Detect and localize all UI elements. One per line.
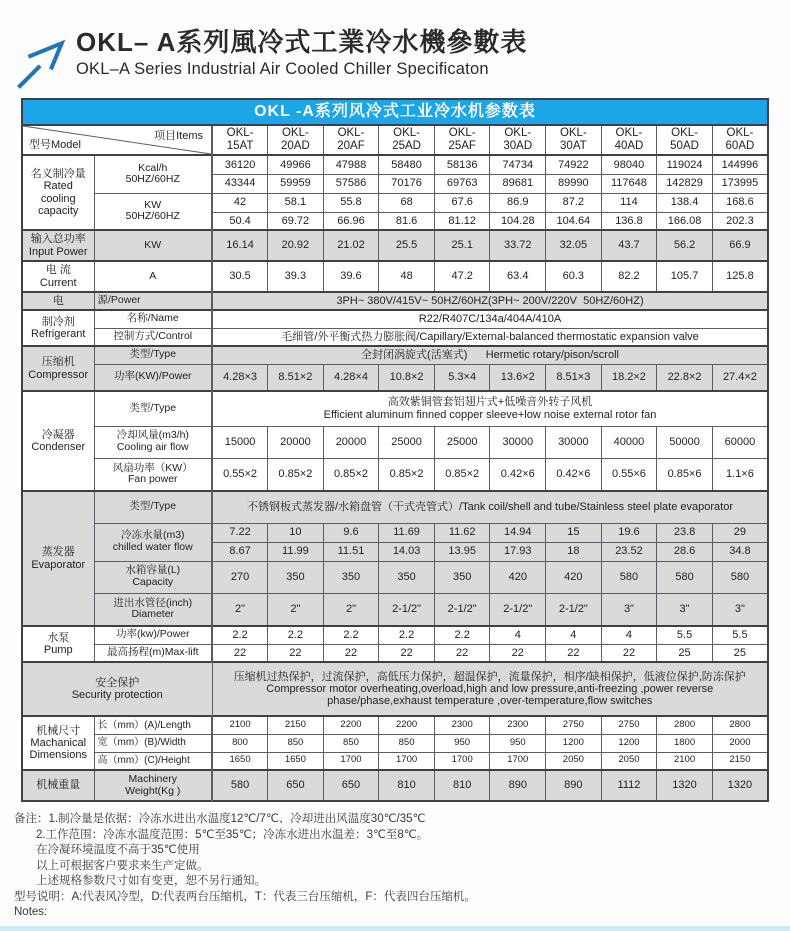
value-cell: 25.1 [434, 230, 490, 261]
value-cell: 11.99 [268, 542, 324, 561]
value-cell: 2.2 [379, 626, 435, 644]
row-label: KW 50HZ/60HZ [94, 193, 212, 230]
value-cell: 10.8×2 [379, 364, 435, 391]
value-cell: 144996 [712, 155, 768, 174]
group-label: 冷凝器 Condenser [22, 391, 94, 491]
value-cell: 2.2 [323, 626, 379, 644]
row-label: 宽（mm）(B)/Width [94, 734, 212, 752]
value-cell: 60000 [712, 426, 768, 458]
value-cell: 650 [268, 770, 324, 801]
bottom-strip [0, 926, 790, 931]
row-label: 类型/Type [94, 391, 212, 426]
note-line: 2.工作范围：冷冻水温度范围：5℃至35℃；冷冻水进出水温差：3℃至8℃。 [36, 828, 429, 841]
note-line: 备注：1.制冷量是依据：冷冻水进出水温度12℃/7℃、冷却进出风温度30℃/35℃ [14, 813, 426, 825]
spec-table [21, 98, 769, 802]
title-block [76, 28, 527, 79]
value-cell: 1700 [490, 752, 546, 770]
model-header: OKL- 60AD [712, 125, 768, 155]
row-label: 功率(KW)/Power [94, 364, 212, 391]
value-cell: 1.1×6 [712, 458, 768, 491]
value-cell: 173995 [712, 174, 768, 193]
value-cell: 2-1/2" [546, 593, 602, 626]
page-title: OKL– A系列風冷式工業冷水機參數表 [76, 27, 528, 57]
page-header [14, 28, 527, 92]
value-cell: 850 [268, 734, 324, 752]
value-cell: 119024 [657, 155, 713, 174]
value-cell: 4 [546, 626, 602, 644]
value-cell: 2050 [601, 752, 657, 770]
value-cell: 81.12 [434, 212, 490, 230]
value-cell: 22 [546, 644, 602, 662]
value-cell: 43.7 [601, 230, 657, 261]
group-label: 电 流 Current [22, 261, 94, 292]
value-cell: 69.72 [268, 212, 324, 230]
value-cell: 70176 [379, 174, 435, 193]
value-cell: 8.67 [212, 542, 268, 561]
value-cell: 1700 [379, 752, 435, 770]
value-cell: 5.5 [712, 626, 768, 644]
value-cell: 89990 [546, 174, 602, 193]
value-cell: 69763 [434, 174, 490, 193]
model-header: OKL- 25AF [434, 125, 490, 155]
value-cell: 2" [323, 593, 379, 626]
value-cell: 3" [601, 593, 657, 626]
value-cell: 60.3 [546, 261, 602, 292]
model-header: OKL- 15AT [212, 125, 268, 155]
value-cell: 2050 [546, 752, 602, 770]
value-cell: 850 [323, 734, 379, 752]
value-cell: 30.5 [212, 261, 268, 292]
group-label: 名义制冷量 Rated cooling capacity [22, 155, 94, 230]
value-cell: 13.95 [434, 542, 490, 561]
value-cell: 125.8 [712, 261, 768, 292]
value-cell: 34.8 [712, 542, 768, 561]
value-cell: 68 [379, 193, 435, 212]
value-cell: 32.05 [546, 230, 602, 261]
value-cell: 0.85×6 [657, 458, 713, 491]
value-cell: 420 [546, 561, 602, 593]
model-header: OKL- 20AF [323, 125, 379, 155]
row-label: 功率(kw)/Power [94, 626, 212, 644]
value-cell: 19.6 [601, 523, 657, 542]
value-cell: 2300 [490, 716, 546, 734]
value-cell: 10 [268, 523, 324, 542]
value-cell: 168.6 [712, 193, 768, 212]
value-cell: 25000 [434, 426, 490, 458]
value-cell: 11.62 [434, 523, 490, 542]
row-label: Kcal/h 50HZ/60HZ [94, 155, 212, 193]
value-cell: 114 [601, 193, 657, 212]
value-cell: 22 [434, 644, 490, 662]
value-cell: 4 [490, 626, 546, 644]
value-cell: 22 [212, 644, 268, 662]
value-cell: 2200 [379, 716, 435, 734]
value-cell: 166.08 [657, 212, 713, 230]
value-cell: 18.2×2 [601, 364, 657, 391]
value-cell: 47.2 [434, 261, 490, 292]
value-cell: 82.2 [601, 261, 657, 292]
value-cell: 1320 [712, 770, 768, 801]
value-cell: 104.64 [546, 212, 602, 230]
value-cell: 2750 [546, 716, 602, 734]
value-cell: 50.4 [212, 212, 268, 230]
value-cell: 0.85×2 [379, 458, 435, 491]
value-cell: 580 [657, 561, 713, 593]
value-cell: 950 [434, 734, 490, 752]
row-label: 进出水管径(inch) Diameter [94, 593, 212, 626]
span-value: 压缩机过热保护，过流保护，高低压力保护，超温保护，流量保护，相序/缺相保护，低液位保护,防冻保护 Compressor motor overheating,overload,high and low pressure,anti-freezing ,power reverse phase/phase,exhaust temperature ,over-temperature,flow switches [212, 662, 768, 716]
value-cell: 57586 [323, 174, 379, 193]
value-cell: 14.03 [379, 542, 435, 561]
value-cell: 1650 [268, 752, 324, 770]
value-cell: 23.8 [657, 523, 713, 542]
value-cell: 2" [268, 593, 324, 626]
row-label: 水箱容量(L) Capacity [94, 561, 212, 593]
value-cell: 117648 [601, 174, 657, 193]
value-cell: 22 [268, 644, 324, 662]
value-cell: 104.28 [490, 212, 546, 230]
value-cell: 1650 [212, 752, 268, 770]
row-label: 冷却风量(m3/h) Cooling air flow [94, 426, 212, 458]
value-cell: 7.22 [212, 523, 268, 542]
value-cell: 59959 [268, 174, 324, 193]
value-cell: 5.3×4 [434, 364, 490, 391]
value-cell: 23.52 [601, 542, 657, 561]
value-cell: 40000 [601, 426, 657, 458]
spec-table-body [22, 99, 768, 801]
value-cell: 22.8×2 [657, 364, 713, 391]
value-cell: 105.7 [657, 261, 713, 292]
value-cell: 2150 [712, 752, 768, 770]
value-cell: 2-1/2" [490, 593, 546, 626]
value-cell: 21.02 [323, 230, 379, 261]
value-cell: 580 [712, 561, 768, 593]
value-cell: 14.94 [490, 523, 546, 542]
value-cell: 25 [712, 644, 768, 662]
value-cell: 580 [601, 561, 657, 593]
value-cell: 142829 [657, 174, 713, 193]
value-cell: 1320 [657, 770, 713, 801]
value-cell: 650 [323, 770, 379, 801]
value-cell: 350 [268, 561, 324, 593]
span-value: R22/R407C/134a/404A/410A [212, 310, 768, 328]
value-cell: 0.42×6 [546, 458, 602, 491]
model-header: OKL- 25AD [379, 125, 435, 155]
value-cell: 98040 [601, 155, 657, 174]
value-cell: 1200 [546, 734, 602, 752]
value-cell: 81.6 [379, 212, 435, 230]
value-cell: 66.96 [323, 212, 379, 230]
page-subtitle: OKL–A Series Industrial Air Cooled Chiller Specificaton [76, 59, 489, 78]
row-label: 风扇功率（KW） Fan power [94, 458, 212, 491]
model-header: OKL- 20AD [268, 125, 324, 155]
value-cell: 136.8 [601, 212, 657, 230]
value-cell: 2-1/2" [434, 593, 490, 626]
value-cell: 43344 [212, 174, 268, 193]
value-cell: 15 [546, 523, 602, 542]
value-cell: 0.85×2 [268, 458, 324, 491]
value-cell: 1700 [434, 752, 490, 770]
value-cell: 17.93 [490, 542, 546, 561]
value-cell: 1200 [601, 734, 657, 752]
value-cell: 20.92 [268, 230, 324, 261]
value-cell: 0.42×6 [490, 458, 546, 491]
row-label: 类型/Type [94, 346, 212, 364]
value-cell: 4.28×3 [212, 364, 268, 391]
value-cell: 2200 [323, 716, 379, 734]
group-label: 机械重量 [22, 770, 94, 801]
value-cell: 50000 [657, 426, 713, 458]
value-cell: 4 [601, 626, 657, 644]
value-cell: 63.4 [490, 261, 546, 292]
value-cell: 86.9 [490, 193, 546, 212]
value-cell: 2.2 [268, 626, 324, 644]
corner-label-items: 项目Items [154, 130, 203, 142]
value-cell: 0.85×2 [434, 458, 490, 491]
row-label: A [94, 261, 212, 292]
value-cell: 22 [601, 644, 657, 662]
value-cell: 800 [212, 734, 268, 752]
arrow-up-right-icon [14, 36, 68, 92]
value-cell: 67.6 [434, 193, 490, 212]
span-value: 3PH~ 380V/415V~ 50HZ/60HZ(3PH~ 200V/220V 50HZ/60HZ) [212, 292, 768, 310]
value-cell: 0.55×6 [601, 458, 657, 491]
value-cell: 9.6 [323, 523, 379, 542]
value-cell: 8.51×3 [546, 364, 602, 391]
row-label: Machinery Weight(Kg ) [94, 770, 212, 801]
note-line: 型号说明：A:代表风冷型，D:代表两台压缩机，T：代表三台压缩机，F：代表四台压缩机。 [14, 890, 476, 903]
span-value: 不锈钢板式蒸发器/水箱盘管（干式壳管式）/Tank coil/shell and tube/Stainless steel plate evaporator [212, 491, 768, 523]
value-cell: 56.2 [657, 230, 713, 261]
value-cell: 5.5 [657, 626, 713, 644]
value-cell: 29 [712, 523, 768, 542]
row-label: 类型/Type [94, 491, 212, 523]
value-cell: 890 [546, 770, 602, 801]
group-label: 机械尺寸 Machanical Dimensions [22, 716, 94, 770]
note-line: 以上可根据客户要求来生产定做。 [36, 859, 209, 872]
value-cell: 58480 [379, 155, 435, 174]
model-header: OKL- 30AD [490, 125, 546, 155]
value-cell: 2.2 [434, 626, 490, 644]
value-cell: 13.6×2 [490, 364, 546, 391]
value-cell: 580 [212, 770, 268, 801]
value-cell: 22 [323, 644, 379, 662]
value-cell: 58.1 [268, 193, 324, 212]
value-cell: 350 [379, 561, 435, 593]
value-cell: 39.3 [268, 261, 324, 292]
value-cell: 20000 [268, 426, 324, 458]
group-label: 制冷剂 Refrigerant [22, 310, 94, 346]
value-cell: 30000 [546, 426, 602, 458]
row-label: 名称/Name [94, 310, 212, 328]
value-cell: 27.4×2 [712, 364, 768, 391]
value-cell: 25000 [379, 426, 435, 458]
value-cell: 0.85×2 [323, 458, 379, 491]
note-line: 上述规格参数尺寸如有变更，恕不另行通知。 [36, 875, 266, 887]
value-cell: 420 [490, 561, 546, 593]
row-label: 最高扬程(m)Max-lift [94, 644, 212, 662]
value-cell: 810 [379, 770, 435, 801]
corner-label-model: 型号Model [29, 138, 81, 151]
value-cell: 66.9 [712, 230, 768, 261]
value-cell: 1800 [657, 734, 713, 752]
value-cell: 2000 [712, 734, 768, 752]
value-cell: 2750 [601, 716, 657, 734]
value-cell: 270 [212, 561, 268, 593]
group-label: 压缩机 Compressor [22, 346, 94, 391]
value-cell: 28.6 [657, 542, 713, 561]
value-cell: 49966 [268, 155, 324, 174]
value-cell: 36120 [212, 155, 268, 174]
value-cell: 2" [212, 593, 268, 626]
notes [14, 812, 774, 921]
model-header: OKL- 30AT [546, 125, 602, 155]
note-line: Notes: [14, 906, 48, 918]
group-label: 输入总功率 Input Power [22, 230, 94, 261]
value-cell: 25 [657, 644, 713, 662]
span-value: 毛细管/外平衡式热力膨胀阀/Capillary/External-balanced thermostatic expansion valve [212, 328, 768, 346]
value-cell: 11.51 [323, 542, 379, 561]
value-cell: 350 [323, 561, 379, 593]
value-cell: 202.3 [712, 212, 768, 230]
group-label: 电 [22, 292, 94, 310]
group-label: 水泵 Pump [22, 626, 94, 662]
value-cell: 20000 [323, 426, 379, 458]
span-value: 高效紫铜管套铝翅片式+低噪音外转子风机 Efficient aluminum finned copper sleeve+low noise external rotor fan [212, 391, 768, 426]
model-header: OKL- 50AD [657, 125, 713, 155]
value-cell: 58136 [434, 155, 490, 174]
row-label: 高（mm）(C)/Height [94, 752, 212, 770]
value-cell: 2150 [268, 716, 324, 734]
value-cell: 2-1/2" [379, 593, 435, 626]
table-title: OKL -A系列风冷式工业冷水机参数表 [22, 99, 768, 125]
value-cell: 2300 [434, 716, 490, 734]
value-cell: 1700 [323, 752, 379, 770]
value-cell: 350 [434, 561, 490, 593]
value-cell: 2.2 [212, 626, 268, 644]
value-cell: 25.5 [379, 230, 435, 261]
value-cell: 2800 [712, 716, 768, 734]
model-header: OKL- 40AD [601, 125, 657, 155]
value-cell: 2100 [657, 752, 713, 770]
value-cell: 850 [379, 734, 435, 752]
group-label: 安全保护 Security protection [22, 662, 212, 716]
span-value: 全封闭涡旋式(活塞式) Hermetic rotary/pison/scroll [212, 346, 768, 364]
value-cell: 48 [379, 261, 435, 292]
row-label: 长（mm）(A)/Length [94, 716, 212, 734]
value-cell: 87.2 [546, 193, 602, 212]
value-cell: 22 [490, 644, 546, 662]
value-cell: 8.51×2 [268, 364, 324, 391]
value-cell: 3" [657, 593, 713, 626]
value-cell: 810 [434, 770, 490, 801]
row-label: 源/Power [94, 292, 212, 310]
row-label: 冷冻水量(m3) chilled water flow [94, 523, 212, 561]
value-cell: 74922 [546, 155, 602, 174]
note-line: 在冷凝环境温度不高于35℃使用 [36, 844, 200, 856]
value-cell: 16.14 [212, 230, 268, 261]
value-cell: 4.28×4 [323, 364, 379, 391]
value-cell: 39.6 [323, 261, 379, 292]
value-cell: 47988 [323, 155, 379, 174]
value-cell: 3" [712, 593, 768, 626]
value-cell: 950 [490, 734, 546, 752]
value-cell: 89681 [490, 174, 546, 193]
value-cell: 22 [379, 644, 435, 662]
value-cell: 18 [546, 542, 602, 561]
value-cell: 30000 [490, 426, 546, 458]
value-cell: 1112 [601, 770, 657, 801]
row-label: KW [94, 230, 212, 261]
row-label: 控制方式/Control [94, 328, 212, 346]
value-cell: 55.8 [323, 193, 379, 212]
value-cell: 11.69 [379, 523, 435, 542]
value-cell: 15000 [212, 426, 268, 458]
value-cell: 138.4 [657, 193, 713, 212]
corner-cell [22, 125, 212, 155]
value-cell: 42 [212, 193, 268, 212]
value-cell: 74734 [490, 155, 546, 174]
value-cell: 890 [490, 770, 546, 801]
value-cell: 33.72 [490, 230, 546, 261]
value-cell: 0.55×2 [212, 458, 268, 491]
value-cell: 2800 [657, 716, 713, 734]
value-cell: 2100 [212, 716, 268, 734]
group-label: 蒸发器 Evaporator [22, 491, 94, 626]
